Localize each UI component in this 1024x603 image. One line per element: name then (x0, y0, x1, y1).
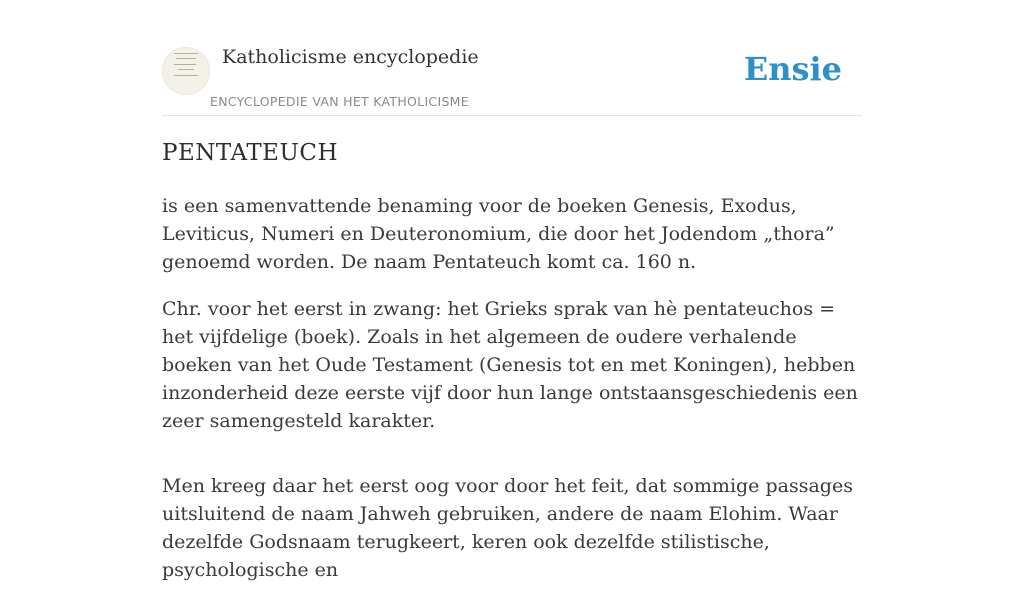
site-header (162, 44, 862, 116)
article-paragraph-2: Chr. voor het eerst in zwang: het Grieks sprak van hè pentateuchos = het vijfdelige (boek). Zoals in het algemeen de oudere verhalende boeken van het Oude Testament (Genesis tot en met Koningen), hebben inzonderheid deze eerste vijf door hun lange ontstaansgeschiedenis een zeer samengesteld karakter. (162, 298, 858, 432)
article-paragraph-1: is een samenvattende benaming voor de boeken Genesis, Exodus, Leviticus, Numeri en Deuteronomium, die door het Jodendom „thora” genoemd worden. De naam Pentateuch komt ca. 160 n. (162, 195, 835, 273)
encyclopedia-book-cover-icon[interactable] (162, 47, 210, 95)
article-title: PENTATEUCH (162, 140, 338, 166)
article-body (162, 192, 864, 603)
site-title[interactable]: Katholicisme encyclopedie (222, 46, 479, 68)
ensie-logo[interactable]: Ensie (743, 50, 842, 88)
site-subtitle[interactable]: ENCYCLOPEDIE VAN HET KATHOLICISME (210, 94, 469, 109)
header-divider (162, 115, 862, 116)
article-paragraph-3: Men kreeg daar het eerst oog voor door het feit, dat sommige passages uitsluitend de naam Jahweh gebruiken, andere de naam Elohim. Waar dezelfde Godsnaam terugkeert, keren ook dezelfde stilistische, psychologische en (162, 475, 853, 581)
